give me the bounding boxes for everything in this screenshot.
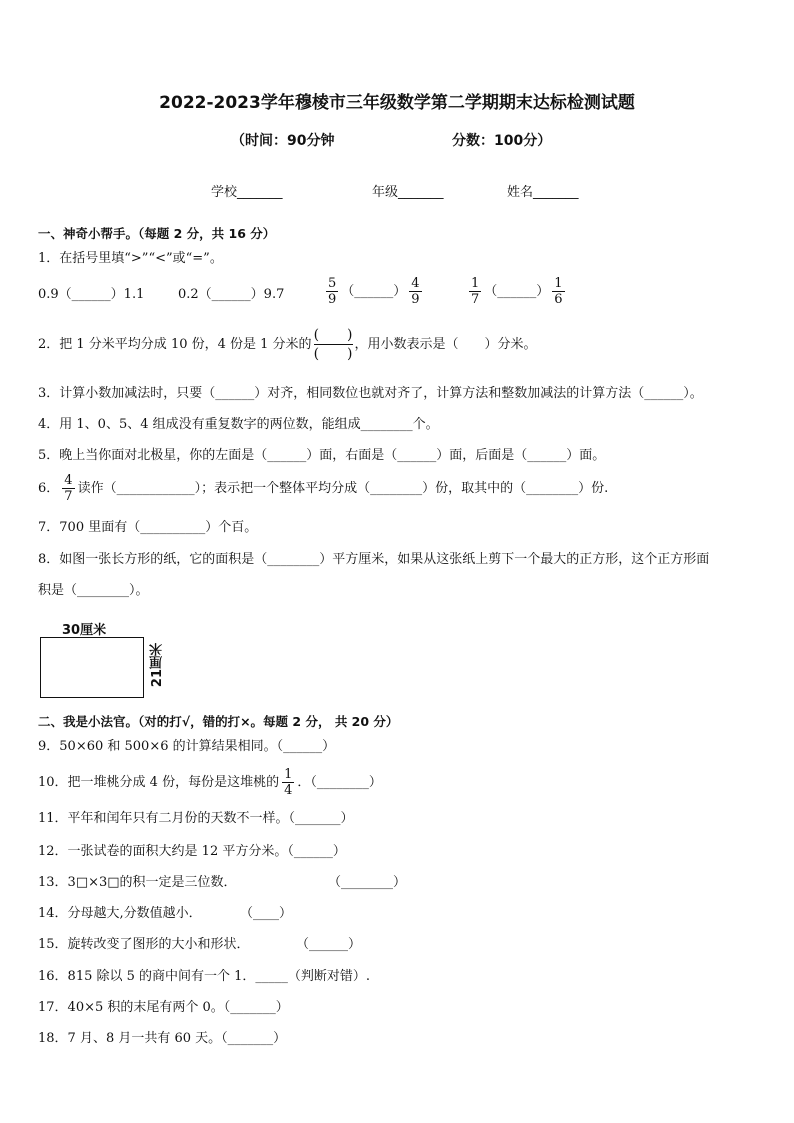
question-8-line2: 积是（________）。: [38, 583, 149, 598]
question-6: 6． $\frac{4}{7}$ 读作（____________）；表示把一个整体平均分成（________）份，取其中的（________）份.: [38, 473, 609, 504]
question-1a: 0.9（______）1.1: [38, 287, 145, 302]
page-title: 2022-2023学年穆棱市三年级数学第二学期期末达标检测试题: [159, 93, 635, 113]
section2-heading: 二、我是小法官。（对的打√，错的打×。每题 2 分， 共 20 分）: [38, 714, 399, 729]
question-10: 10．把一堆桃分成 4 份，每份是这堆桃的 $\frac{1}{4}$ ．（________）: [38, 767, 382, 798]
question-1: 1．在括号里填“>”“<”或“=”。: [38, 251, 223, 266]
question-7: 7．700 里面有（__________）个百。: [38, 520, 258, 535]
question-3: 3．计算小数加减法时，只要（______）对齐，相同数位也就对齐了，计算方法和整数加减法的计算方法（______）。: [38, 386, 703, 401]
question-13: 13．3□×3□的积一定是三位数．: [38, 875, 237, 890]
exam-score: 分数：100分）: [452, 133, 552, 149]
question-1d: $\frac{1}{7}$ （______） $\frac{1}{6}$: [471, 276, 563, 307]
rectangle-height-label: 21厘米: [150, 643, 165, 688]
question-14-blank[interactable]: （____）: [240, 906, 293, 921]
grade-field[interactable]: 年级_______: [372, 185, 444, 200]
question-18: 18．7 月、8 月一共有 60 天。（_______）: [38, 1031, 287, 1046]
rectangle-width-label: 30厘米: [62, 623, 107, 638]
question-12: 12．一张试卷的面积大约是 12 平方分米。（______）: [38, 844, 346, 859]
question-15-blank[interactable]: （______）: [296, 937, 362, 952]
question-4: 4．用 1、0、5、4 组成没有重复数字的两位数，能组成________个。: [38, 417, 439, 432]
question-17: 17．40×5 积的末尾有两个 0。（_______）: [38, 1000, 289, 1015]
question-13-blank[interactable]: （________）: [328, 875, 407, 890]
question-11: 11．平年和闰年只有二月份的天数不一样。（_______）: [38, 811, 354, 826]
exam-time: （时间：90分钟: [231, 133, 335, 149]
question-9: 9．50×60 和 500×6 的计算结果相同。（______）: [38, 739, 336, 754]
name-field[interactable]: 姓名_______: [507, 185, 579, 200]
question-5: 5．晚上当你面对北极星，你的左面是（______）面，右面是（______）面，后面是（______）面。: [38, 448, 606, 463]
section1-heading: 一、神奇小帮手。（每题 2 分，共 16 分）: [38, 226, 276, 241]
question-2: 2．把 1 分米平均分成 10 份，4 份是 1 分米的 ( ) ( ) ，用小数表示是（ ）分米。: [38, 327, 537, 362]
question-14: 14．分母越大,分数值越小．: [38, 906, 202, 921]
question-1c: $\frac{5}{9}$ （______） $\frac{4}{9}$: [328, 276, 420, 307]
question-16: 16．815 除以 5 的商中间有一个 1．_____（判断对错）.: [38, 969, 371, 984]
school-field[interactable]: 学校_______: [211, 185, 283, 200]
question-1b: 0.2（______）9.7: [178, 287, 285, 302]
rectangle-figure: [40, 637, 144, 698]
question-15: 15．旋转改变了图形的大小和形状．: [38, 937, 250, 952]
question-8-line1: 8．如图一张长方形的纸，它的面积是（________）平方厘米，如果从这张纸上剪下一个最大的正方形，这个正方形面: [38, 552, 710, 567]
